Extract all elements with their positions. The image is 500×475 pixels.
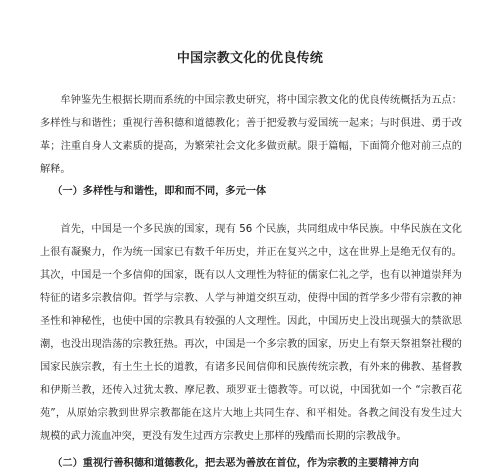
section-heading-1: （一）多样性与和谐性，即和而不同，多元一体 (52, 186, 267, 197)
section-heading-2: （二）重视行善积德和道德教化，把去恶为善放在首位，作为宗教的主要精神方向 (52, 458, 419, 469)
section-1-paragraph: 首先，中国是一个多民族的国家，现有 56 个民族，共同组成中华民族。中华民族在文化上很有凝聚力，作为统一国家已有数千年历史，并正在复兴之中，这在世界上是绝无仅有的。其次，中国是一个多信仰的国家，既有以人文理性为特征的儒家仁礼之学，也有以神道崇拜为特征的诸多宗教信仰。哲学与宗教、人学与神道交织互动，使得中国的哲学多少带有宗教的神圣性和神秘性，也使中国的宗教具有较强的人文理性。因此，中国历史上没出现强大的禁欲思潮，也没出现浩荡的宗教狂热。再次，中国是一个多宗教的国家，历史上有祭天祭祖祭社稷的国家民族宗教，有土生土长的道教，有诸多民间信仰和民族传统宗教，有外来的佛教、基督教和伊斯兰教，还传入过犹太教、摩尼教、琐罗亚士德教等。可以说，中国犹如一个 “宗教百花苑”，从原始宗教到世界宗教都能在这片大地上共同生存、和平相处。各教之间没有发生过大规模的武力流血冲突，更没有发生过西方宗教史上那样的残酷而长期的宗教战争。 (40, 224, 462, 442)
document-title: 中国宗教文化的优良传统 (176, 51, 324, 66)
intro-paragraph: 牟钟鉴先生根据长期而系统的中国宗教史研究，将中国宗教文化的优良传统概括为五点：多样性与和谐性；重视行善积德和道德教化；善于把爱教与爱国统一起来；与时俱进、勇于改革；注重自身人文素质的提高，为繁荣社会文化多做贡献。限于篇幅，下面简介他对前三点的解释。 (40, 95, 462, 175)
